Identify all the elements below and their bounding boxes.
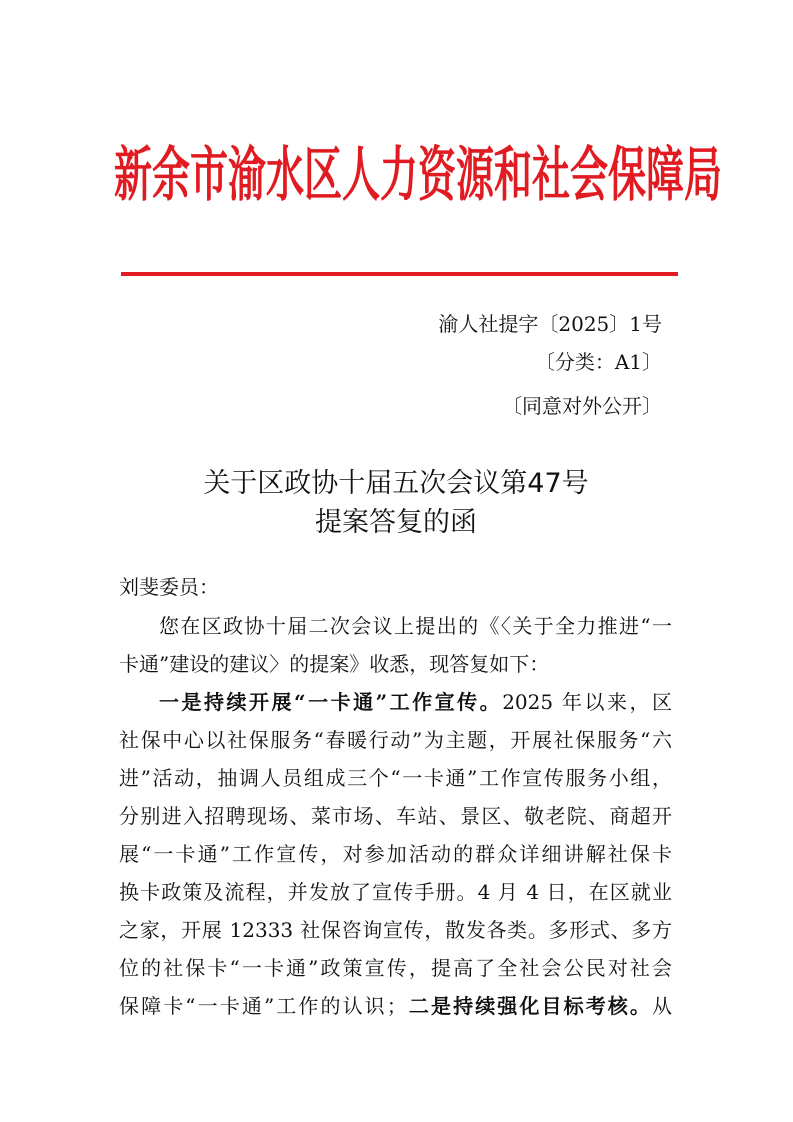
body-paragraph-line bbox=[159, 687, 672, 717]
body-paragraph-line: 社保中心以社保服务“春暖行动”为主题，开展社保服务“六 bbox=[119, 728, 672, 752]
body-text-span: 保障卡“一卡通”工作的认识； bbox=[119, 994, 407, 1018]
body-paragraph-line: 展“一卡通”工作宣传，对参加活动的群众详细讲解社保卡 bbox=[119, 842, 672, 866]
body-text-span: 从 bbox=[652, 994, 673, 1018]
document-title-line-1: 关于区政协十届五次会议第47号 bbox=[203, 468, 589, 499]
body-paragraph-line: 位的社保卡“一卡通”政策宣传，提高了全社会公民对社会 bbox=[119, 956, 672, 980]
body-paragraph-line: 进”活动，抽调人员组成三个“一卡通”工作宣传服务小组， bbox=[119, 766, 672, 790]
body-paragraph-line bbox=[119, 991, 672, 1021]
body-paragraph-line: 之家，开展 12333 社保咨询宣传，散发各类。多形式、多方 bbox=[119, 918, 672, 942]
classification-label: 〔分类：A1〕 bbox=[534, 350, 662, 374]
body-paragraph-line: 换卡政策及流程，并发放了宣传手册。4 月 4 日，在区就业 bbox=[119, 880, 672, 904]
organization-letterhead-title: 新余市渝水区人力资源和社会保障局 bbox=[114, 139, 723, 210]
disclosure-label: 〔同意对外公开〕 bbox=[502, 394, 662, 418]
document-title-line-2: 提案答复的函 bbox=[315, 507, 477, 538]
salutation: 刘斐委员： bbox=[119, 575, 219, 599]
body-paragraph-line: 卡通”建设的建议〉的提案》收悉，现答复如下： bbox=[119, 652, 550, 676]
document-number: 渝人社提字〔2025〕1号 bbox=[438, 312, 662, 336]
emphasis-heading-1: 一是持续开展“一卡通”工作宣传。 bbox=[159, 690, 503, 714]
emphasis-heading-2: 二是持续强化目标考核。 bbox=[406, 994, 653, 1018]
body-paragraph-line: 您在区政协十届二次会议上提出的《〈关于全力推进“一 bbox=[159, 614, 672, 638]
letterhead-red-rule bbox=[121, 272, 678, 276]
body-text-span: 2025 年以来，区 bbox=[502, 690, 672, 714]
body-paragraph-line: 分别进入招聘现场、菜市场、车站、景区、敬老院、商超开 bbox=[119, 804, 672, 828]
